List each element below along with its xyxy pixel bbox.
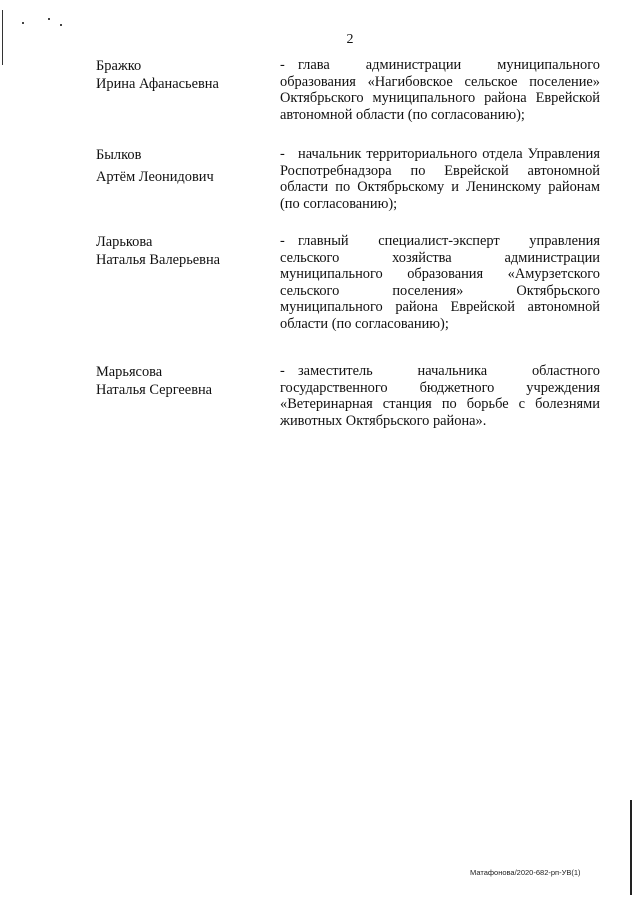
member-position-text: начальник территориального отдела Управления Роспотребнадзора по Еврейской автономной области по Октябрьскому и Ленинскому районам (по согласованию); [280, 146, 600, 212]
member-position [280, 233, 600, 332]
list-dash: - [280, 57, 285, 73]
member-surname: Марьясова [96, 364, 163, 380]
member-surname: Бражко [96, 58, 142, 74]
member-position-text: главный специалист-эксперт управления сельского хозяйства администрации муниципального образования «Амурзетского сельского поселения» Октябрьского муниципального района Еврейской автономной области (по согласованию); [280, 233, 600, 332]
member-position-text: заместитель начальника областного государственного бюджетного учреждения «Ветеринарная станция по борьбе с болезнями животных Октябрьского района». [280, 363, 600, 429]
scan-margin-mark [630, 800, 632, 895]
document-code: Матафонова/2020-682-рп-УВ(1) [470, 868, 581, 877]
list-dash: - [280, 233, 285, 249]
member-surname: Былков [96, 147, 142, 163]
list-dash: - [280, 363, 285, 379]
member-position [280, 146, 600, 212]
scan-speck [22, 22, 24, 24]
member-surname: Ларькова [96, 234, 153, 250]
member-name [96, 146, 271, 186]
scan-speck [48, 18, 50, 20]
scan-speck [60, 24, 62, 26]
member-given-name: Артём Леонидович [96, 169, 214, 185]
list-dash: - [280, 146, 285, 162]
member-given-name: Наталья Валерьевна [96, 252, 221, 268]
member-given-name: Ирина Афанасьевна [96, 76, 219, 92]
member-name [96, 233, 271, 269]
member-given-name: Наталья Сергеевна [96, 382, 213, 398]
member-name [96, 363, 271, 399]
member-position-text: глава администрации муниципального образования «Нагибовское сельское поселение» Октябрьского муниципального района Еврейской автономной области (по согласованию); [280, 57, 600, 123]
member-name [96, 57, 271, 93]
page-number: 2 [346, 32, 354, 47]
member-position [280, 363, 600, 429]
member-position [280, 57, 600, 123]
